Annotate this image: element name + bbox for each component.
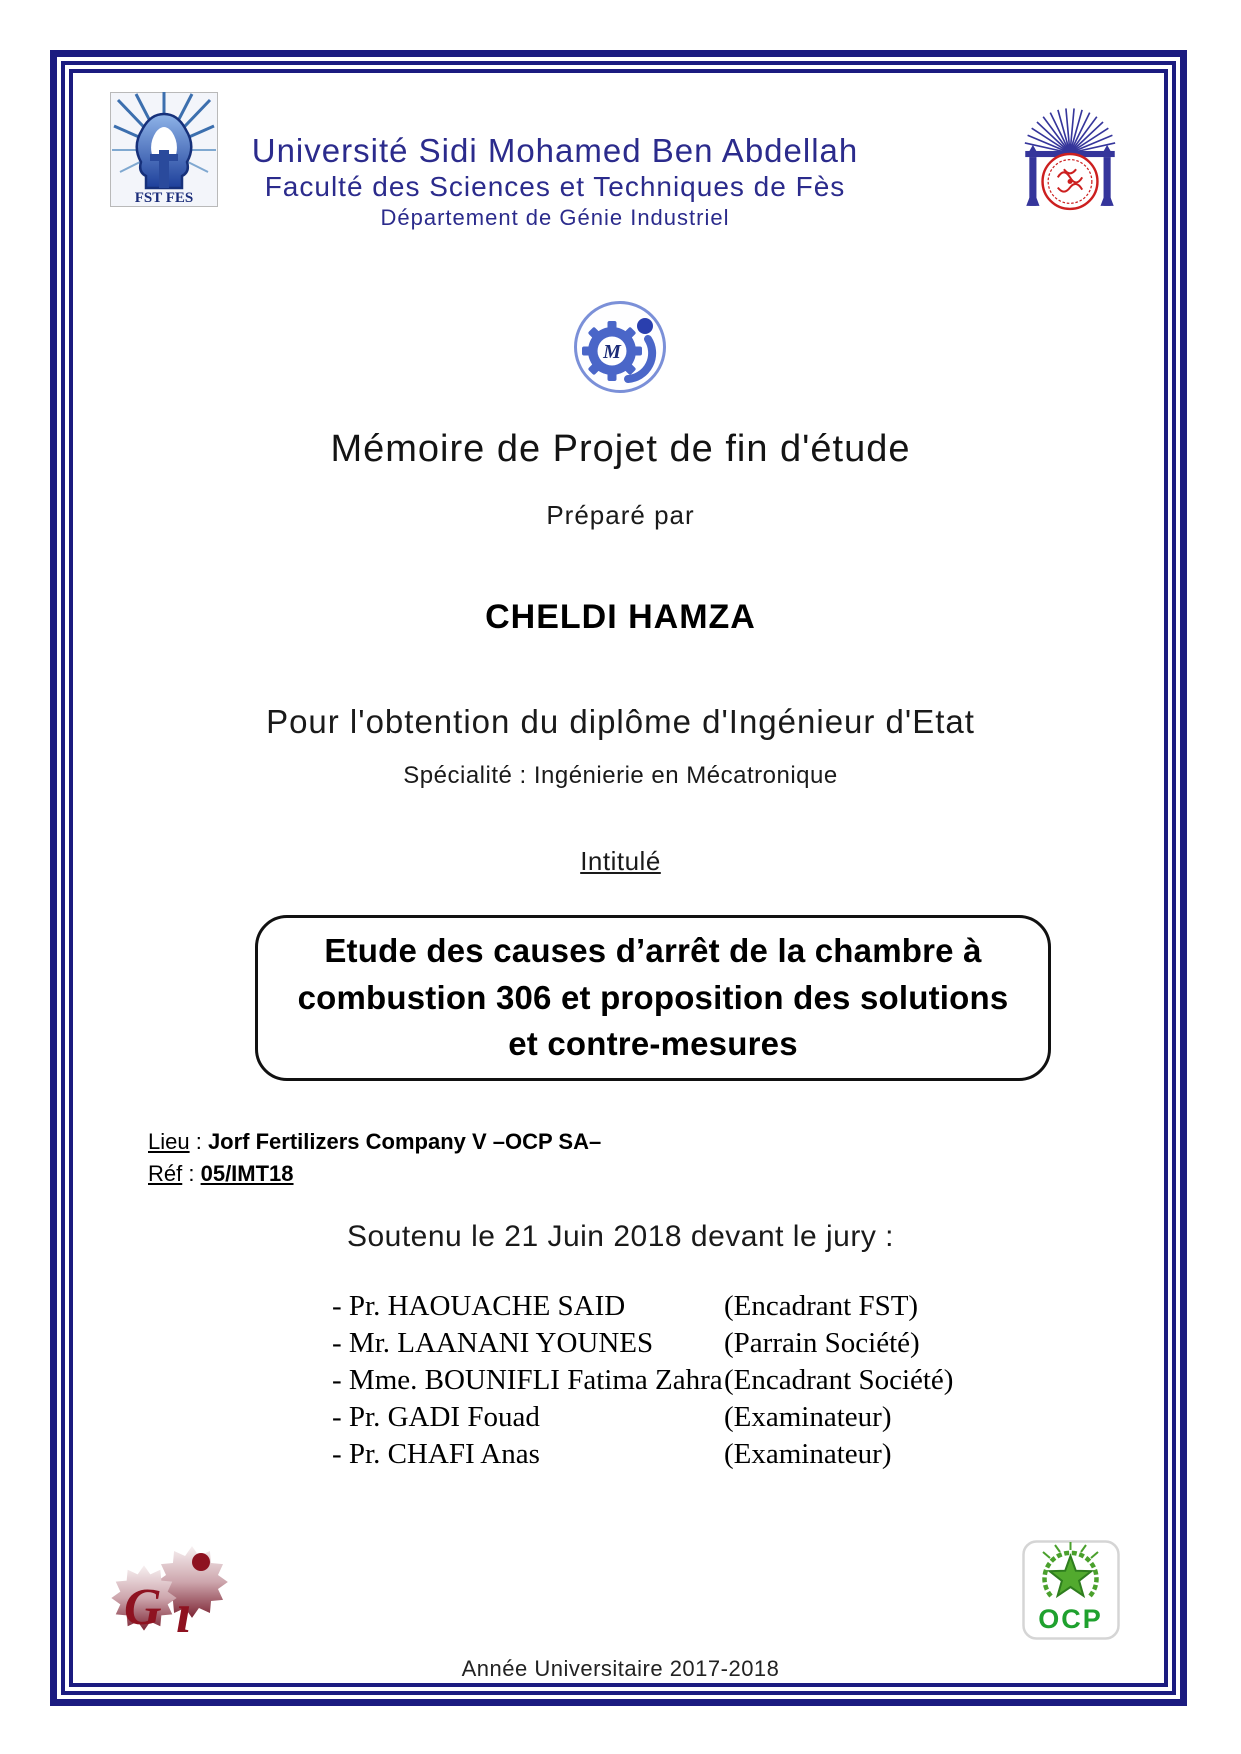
ocp-label: OCP bbox=[1038, 1604, 1103, 1634]
university-seal-icon bbox=[1018, 92, 1122, 219]
jury-member-role: (Examinateur) bbox=[724, 1438, 892, 1471]
intitule-label: Intitulé bbox=[580, 846, 661, 876]
jury-member-name: - Mr. LAANANI YOUNES bbox=[332, 1327, 654, 1360]
lieu-label: Lieu bbox=[148, 1129, 190, 1154]
jury-member-role: (Encadrant Société) bbox=[724, 1364, 954, 1397]
gi-gears-icon bbox=[104, 1540, 234, 1650]
separator: : bbox=[182, 1160, 201, 1186]
mechatronics-gear-icon bbox=[572, 299, 668, 400]
separator: : bbox=[189, 1129, 208, 1154]
gear-letter: M bbox=[603, 341, 621, 363]
ref-line bbox=[148, 1158, 601, 1190]
jury-member-name: - Pr. GADI Fouad bbox=[332, 1401, 540, 1434]
ref-value: 05/IMT18 bbox=[200, 1160, 294, 1186]
genie-industriel-logo bbox=[104, 1540, 234, 1655]
thesis-title: Etude des causes d’arrêt de la chambre à combustion 306 et proposition des solutions et contre-mesures bbox=[297, 931, 1009, 1063]
jury-member-name: - Pr. HAOUACHE SAID bbox=[332, 1290, 626, 1322]
jury-row bbox=[332, 1288, 953, 1325]
jury-member-name: - Pr. CHAFI Anas bbox=[332, 1438, 540, 1471]
jury-member-role: (Encadrant FST) bbox=[724, 1290, 919, 1322]
jury-member-role: (Parrain Société) bbox=[724, 1327, 920, 1360]
jury-list bbox=[332, 1288, 953, 1474]
ocp-logo bbox=[1022, 1540, 1120, 1645]
institution-header bbox=[150, 133, 960, 233]
jury-row bbox=[332, 1436, 953, 1473]
lieu-line bbox=[148, 1126, 601, 1158]
faculty-name: Faculté des Sciences et Techniques de Fès bbox=[264, 171, 846, 203]
thesis-title-box bbox=[255, 915, 1051, 1081]
jury-row bbox=[332, 1399, 953, 1436]
department-name: Département de Génie Industriel bbox=[380, 205, 730, 231]
intitule-heading bbox=[76, 846, 1165, 877]
university-name: Université Sidi Mohamed Ben Abdellah bbox=[251, 132, 859, 169]
defense-line: Soutenu le 21 Juin 2018 devant le jury : bbox=[346, 1220, 895, 1253]
specialty-line: Spécialité : Ingénierie en Mécatronique bbox=[403, 762, 838, 789]
jury-member-name: - Mme. BOUNIFLI Fatima Zahra bbox=[332, 1364, 723, 1397]
academic-year-footer: Année Universitaire 2017-2018 bbox=[461, 1656, 780, 1681]
gi-letter-g: G bbox=[124, 1579, 162, 1636]
prepared-by-label: Préparé par bbox=[546, 500, 695, 530]
ref-label: Réf bbox=[148, 1160, 183, 1186]
jury-member-role: (Examinateur) bbox=[724, 1401, 892, 1434]
fst-caption: FST FES bbox=[134, 190, 194, 206]
lieu-value: Jorf Fertilizers Company V –OCP SA– bbox=[207, 1129, 602, 1154]
degree-line: Pour l'obtention du diplôme d'Ingénieur d'Etat bbox=[266, 703, 975, 740]
ocp-logo-icon bbox=[1022, 1540, 1120, 1640]
gi-i-dot bbox=[192, 1553, 210, 1571]
location-reference-block bbox=[148, 1126, 601, 1190]
author-name: CHELDI HAMZA bbox=[485, 598, 756, 636]
jury-row bbox=[332, 1362, 953, 1399]
jury-row bbox=[332, 1325, 953, 1362]
gi-letter-i: ı bbox=[176, 1583, 192, 1645]
document-type-title: Mémoire de Projet de fin d'étude bbox=[330, 428, 911, 470]
